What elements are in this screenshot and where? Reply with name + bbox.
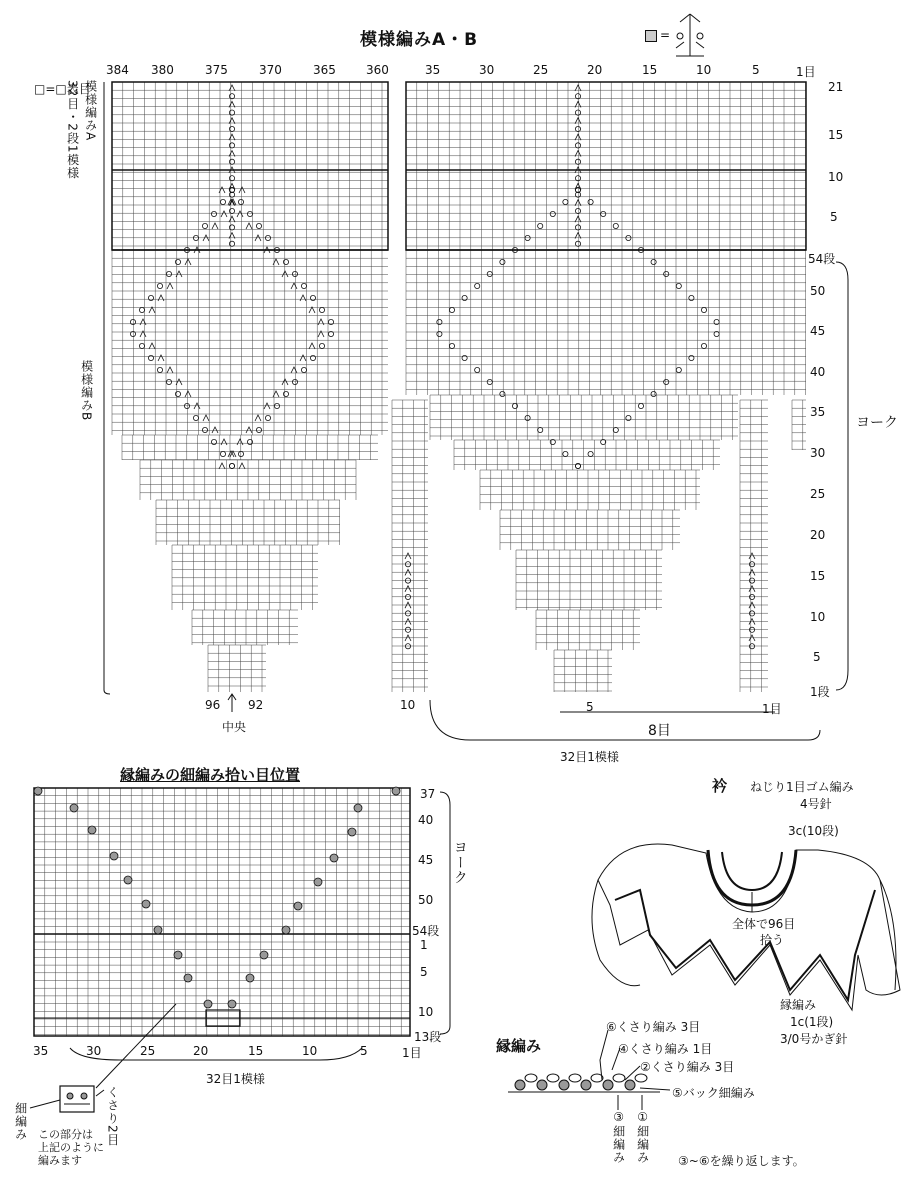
pattern-b-col-edge [792,400,806,450]
tick-10: 10 [696,63,712,77]
collar-pickup-2: 拾う [760,933,785,947]
pattern-b-grid-left-6 [208,645,266,692]
tick-1: 1目 [796,65,816,79]
pattern-b-grid-right-1 [430,395,738,440]
row-5: 5 [830,210,838,224]
main-title: 模様編みA・B [360,30,479,50]
row-10b: 10 [810,610,826,624]
detail-sc-label: 細編み [13,1102,28,1141]
edge-row-5: 5 [420,965,428,979]
edge-col-30: 30 [86,1044,102,1058]
pattern-b-grid-left-5 [192,610,298,645]
edge-row-54: 54段 [412,924,440,938]
yoke-label: ヨーク [856,415,898,431]
edge-chart-title: 縁編みの細編み拾い目位置 [120,766,301,784]
center-label: 中央 [222,720,247,734]
row-20: 20 [810,528,826,542]
tick-35: 35 [425,63,441,77]
edging-repeat-note: ③~⑥を繰り返します。 [678,1154,805,1168]
collar-spec-1: ねじり1目ゴム編み [750,780,854,794]
legend-knit-note: □=□表目 [34,82,91,96]
edge-col-5: 5 [360,1044,368,1058]
detail-note-1: この部分は [38,1128,93,1141]
edge-col-25: 25 [140,1044,156,1058]
edge-col-1: 1目 [402,1046,422,1060]
tick-370: 370 [259,63,282,77]
center-96: 96 [205,698,221,712]
edge-row-40: 40 [418,813,434,827]
edging-step3: ③細編み [611,1110,626,1164]
pattern-b-grid-left-1 [122,435,378,460]
pattern-a-repeat: 32目・2段1模様 [65,80,80,180]
collar-edge-1: 縁編み [780,998,817,1012]
edge-row-37: 37 [420,787,436,801]
pattern-b-grid-left-4 [172,545,318,610]
tick-30: 30 [479,63,495,77]
tick-360: 360 [366,63,389,77]
tick-25: 25 [533,63,549,77]
pattern-b-grid-right-2 [454,440,720,470]
edge-yoke-label: ヨーク [451,840,468,885]
collar-edge-3: 3/0号かぎ針 [780,1032,848,1046]
row-15b: 15 [810,569,826,583]
edge-repeat-label: 32目1模様 [206,1072,265,1086]
tick-384: 384 [106,63,129,77]
row-1: 1段 [810,685,830,699]
edge-col-35: 35 [33,1044,49,1058]
pattern-b-grid-left-3 [156,500,340,545]
legend-equals: = [660,28,671,42]
row-25: 25 [810,487,826,501]
edge-col-10: 10 [302,1044,318,1058]
tick-20: 20 [587,63,603,77]
pattern-b-grid-right-7 [554,650,612,692]
collar-title: 衿 [712,777,728,795]
row-35: 35 [810,405,826,419]
pattern-b-grid-left-2 [140,460,356,500]
tick-5: 5 [752,63,760,77]
pattern-b-grid-right-4 [500,510,680,550]
edge-row-45: 45 [418,853,434,867]
center-92: 92 [248,698,264,712]
collar-pickup-1: 全体で96目 [732,917,796,931]
row-5b: 5 [813,650,821,664]
edging-step2: ②くさり編み 3目 [640,1060,735,1074]
repeat-label: 32目1模様 [560,750,619,764]
row-40: 40 [810,365,826,379]
pattern-b-grid-left-0 [112,250,388,435]
tick-380: 380 [151,63,174,77]
pattern-b-label: 模様編みB [79,360,94,422]
bottom-1: 1目 [762,702,782,716]
collar-spec-2: 4号針 [800,797,832,811]
edge-row-1: 1 [420,938,428,952]
row-45: 45 [810,324,826,338]
bottom-10: 10 [400,698,416,712]
pattern-a-grid-right [406,82,806,250]
edge-row-50: 50 [418,893,434,907]
tick-365: 365 [313,63,336,77]
edge-chart-grid [34,788,410,1036]
detail-note-2: 上記のように [38,1141,104,1154]
edge-row-10: 10 [418,1005,434,1019]
detail-note-3: 編みます [38,1154,82,1167]
pattern-a-label: 模様編みA [83,80,98,142]
row-10: 10 [828,170,844,184]
detail-chain-label: くさり2目 [105,1086,120,1147]
pattern-b-grid-right-6 [536,610,640,650]
edging-step5: ⑤バック細編み [672,1086,755,1100]
edging-step6: ⑥くさり編み 3目 [606,1020,701,1034]
edge-col-20: 20 [193,1044,209,1058]
edge-col-15: 15 [248,1044,264,1058]
row-50: 50 [810,284,826,298]
eight-stitches: 8目 [648,723,671,739]
collar-depth: 3c(10段) [788,824,839,838]
pattern-b-grid-right-3 [480,470,700,510]
row-54: 54段 [808,252,836,266]
edging-step4: ④くさり編み 1目 [618,1042,713,1056]
pattern-b-grid-right-5 [516,550,662,610]
row-21: 21 [828,80,844,94]
collar-edge-2: 1c(1段) [790,1015,834,1029]
edging-title: 縁編み [496,1037,542,1055]
edging-step1: ①細編み [635,1110,650,1164]
bottom-5: 5 [586,700,594,714]
row-15: 15 [828,128,844,142]
edge-row-13: 13段 [414,1030,442,1044]
tick-375: 375 [205,63,228,77]
tick-15: 15 [642,63,658,77]
row-30: 30 [810,446,826,460]
pattern-b-grid-right-0 [406,250,806,395]
